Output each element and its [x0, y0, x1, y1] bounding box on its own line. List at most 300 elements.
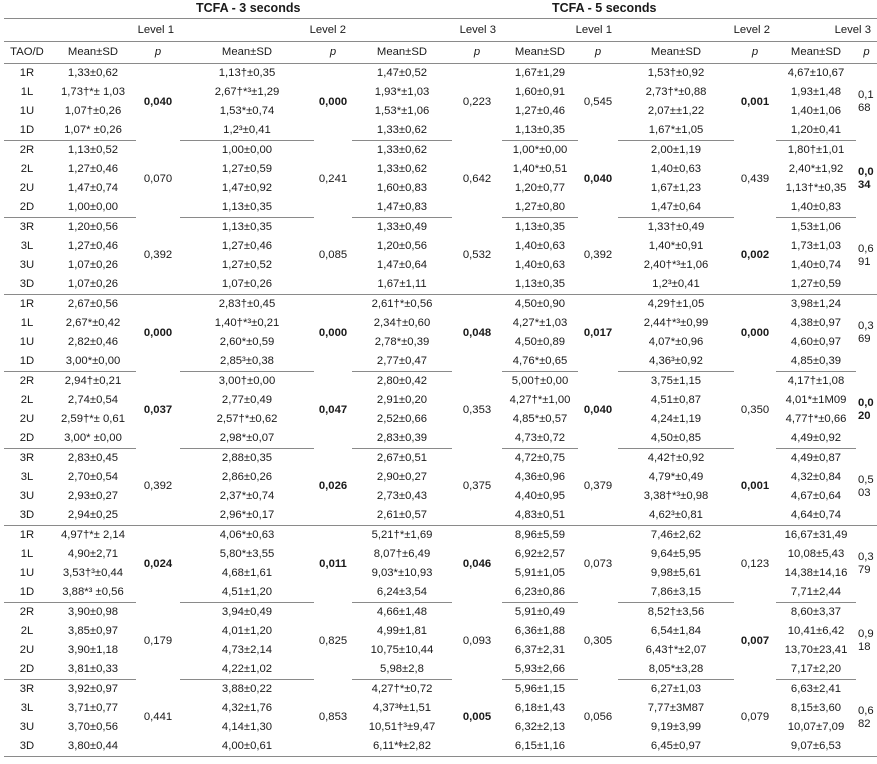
- mean-sd-cell: 4,66±1,48: [376, 606, 428, 618]
- mean-sd-cell: 2,94†±0,21: [64, 375, 122, 387]
- mean-sd-cell: 5,96±1,15: [514, 683, 566, 695]
- p-value-cell: 0,179: [143, 634, 173, 647]
- mean-sd-cell: 1,53†±0,92: [647, 67, 705, 79]
- mean-sd-cell: 3,00* ±0,00: [50, 429, 136, 449]
- mean-sd-cell: 4,73±2,14: [221, 644, 273, 656]
- mean-sd-cell: 1,53±1,06: [790, 221, 842, 233]
- tao-cell: 1L: [20, 317, 34, 329]
- mean-header: Mean±SD: [618, 42, 734, 64]
- mean-sd-cell: 4,24±1,19: [650, 413, 702, 425]
- mean-sd-cell: 1,40±0,63: [650, 163, 702, 175]
- tao-cell: 2D: [4, 198, 50, 218]
- p-value-cell: 0,000: [740, 326, 770, 339]
- p-header: p: [734, 42, 776, 64]
- tao-cell: 2L: [20, 394, 34, 406]
- table-row: [4, 64, 877, 84]
- mean-sd-cell: 13,70±23,41: [784, 644, 848, 656]
- mean-sd-cell: 2,70±0,54: [67, 471, 119, 483]
- mean-sd-cell: 2,57†*±0,62: [216, 413, 278, 425]
- mean-sd-cell: 3,81±0,33: [50, 660, 136, 680]
- mean-sd-cell: 6,23±0,86: [502, 583, 578, 603]
- mean-sd-cell: 4,37³ᶲ±1,51: [372, 702, 432, 714]
- mean-sd-cell: 4,50±0,90: [514, 298, 566, 310]
- level-header: Level 3: [352, 19, 502, 42]
- tao-cell: 2D: [4, 660, 50, 680]
- mean-sd-cell: 3,90±1,18: [67, 644, 119, 656]
- mean-sd-cell: 2,74±0,54: [67, 394, 119, 406]
- table-row: [4, 295, 877, 315]
- mean-sd-cell: 8,60±3,37: [790, 606, 842, 618]
- mean-sd-cell: 4,72±0,75: [514, 452, 566, 464]
- mean-sd-cell: 4,27†*±1,00: [509, 394, 571, 406]
- mean-sd-cell: 4,00±0,61: [180, 737, 314, 757]
- tao-cell: 3R: [19, 221, 35, 233]
- p-value-cell: 0,379: [858, 551, 874, 577]
- p-value-cell: 0,047: [318, 403, 348, 416]
- mean-header: Mean±SD: [180, 42, 314, 64]
- mean-sd-cell: 1,67±1,11: [352, 275, 452, 295]
- mean-sd-cell: 2,82±0,46: [67, 336, 119, 348]
- mean-sd-cell: 5,98±2,8: [352, 660, 452, 680]
- mean-sd-cell: 10,07±7,09: [787, 721, 845, 733]
- mean-sd-cell: 4,67±10,67: [787, 67, 845, 79]
- p-value-cell: 0,168: [858, 89, 874, 115]
- mean-sd-cell: 1,07±0,26: [50, 275, 136, 295]
- tao-cell: 1D: [4, 121, 50, 141]
- mean-sd-cell: 4,77†*±0,66: [785, 413, 847, 425]
- tao-cell: 3U: [19, 490, 35, 502]
- mean-sd-cell: 14,38±14,16: [784, 567, 848, 579]
- mean-sd-cell: 1,00±0,00: [50, 198, 136, 218]
- tao-cell: 3L: [20, 702, 34, 714]
- mean-sd-cell: 1,20±0,41: [776, 121, 856, 141]
- tao-cell: 3L: [20, 240, 34, 252]
- mean-sd-cell: 2,67†*³±1,29: [214, 86, 280, 98]
- mean-sd-cell: 1,13±0,35: [180, 198, 314, 218]
- level-header: Level 1: [50, 19, 180, 42]
- mean-sd-cell: 3,88*³ ±0,56: [50, 583, 136, 603]
- p-value-cell: 0,000: [318, 95, 348, 108]
- mean-sd-cell: 2,60*±0,59: [219, 336, 275, 348]
- p-value-cell: 0,439: [740, 172, 770, 185]
- mean-sd-cell: 6,45±0,97: [618, 737, 734, 757]
- p-value-cell: 0,532: [452, 218, 502, 295]
- tao-cell: 2R: [19, 375, 35, 387]
- p-value-cell: 0,241: [318, 172, 348, 185]
- mean-sd-cell: 4,22±1,02: [180, 660, 314, 680]
- mean-sd-cell: 1,73†*± 1,03: [61, 86, 125, 98]
- p-value-cell: 0,375: [452, 449, 502, 526]
- mean-sd-cell: 4,38±0,97: [790, 317, 842, 329]
- mean-sd-cell: 7,17±2,20: [776, 660, 856, 680]
- tao-cell: 3L: [20, 471, 34, 483]
- mean-sd-cell: 6,18±1,43: [514, 702, 566, 714]
- mean-sd-cell: 3,53†³±0,44: [62, 567, 124, 579]
- tao-cell: 3D: [4, 506, 50, 526]
- mean-sd-cell: 1,33±0,62: [376, 163, 428, 175]
- tao-cell: 2D: [4, 429, 50, 449]
- mean-sd-cell: 1,27±0,46: [514, 105, 566, 117]
- p-value-cell: 0,002: [734, 218, 776, 295]
- mean-sd-cell: 1,07±0,26: [67, 259, 119, 271]
- tao-cell: 3R: [19, 452, 35, 464]
- mean-sd-cell: 1,60±0,83: [376, 182, 428, 194]
- p-value-cell: 0,305: [583, 634, 613, 647]
- mean-sd-cell: 4,73±0,72: [502, 429, 578, 449]
- mean-sd-cell: 1,93*±1,03: [374, 86, 430, 98]
- p-value-cell: 0,918: [858, 628, 874, 653]
- mean-sd-cell: 1,40†*³±0,21: [214, 317, 280, 329]
- p-value-cell: 0,079: [734, 680, 776, 757]
- mean-sd-cell: 4,01±1,20: [221, 625, 273, 637]
- p-value-cell: 0,691: [856, 218, 877, 295]
- mean-sd-cell: 1,13±0,52: [67, 144, 119, 156]
- section-title-3s: TCFA - 3 seconds: [196, 1, 301, 15]
- mean-sd-cell: 1,33±0,62: [352, 121, 452, 141]
- p-value-cell: 0,545: [583, 95, 613, 108]
- mean-sd-cell: 4,27†*±0,72: [371, 683, 433, 695]
- mean-sd-cell: 7,46±2,62: [650, 529, 702, 541]
- mean-sd-cell: 7,86±3,15: [618, 583, 734, 603]
- p-value-cell: 0,048: [462, 326, 492, 339]
- mean-sd-cell: 6,43†*±2,07: [645, 644, 707, 656]
- mean-sd-cell: 1,80†±1,01: [787, 144, 845, 156]
- mean-sd-cell: 1,67±1,23: [650, 182, 702, 194]
- mean-sd-cell: 4,51±1,20: [180, 583, 314, 603]
- mean-header: Mean±SD: [352, 42, 452, 64]
- level-header: Level 2: [180, 19, 352, 42]
- mean-sd-cell: 2,77±0,47: [352, 352, 452, 372]
- mean-sd-cell: 1,67±1,29: [514, 67, 566, 79]
- p-value-cell: 0,392: [578, 218, 618, 295]
- mean-sd-cell: 3,00†±0,00: [218, 375, 276, 387]
- mean-sd-cell: 1,13†±0,35: [218, 67, 276, 79]
- mean-sd-cell: 2,07±±1,22: [647, 105, 705, 117]
- table-row: [4, 218, 877, 238]
- p-value-cell: 0,503: [856, 449, 877, 526]
- mean-sd-cell: 2,83±0,45: [67, 452, 119, 464]
- p-header: p: [578, 42, 618, 64]
- p-header: p: [452, 42, 502, 64]
- mean-sd-cell: 1,53*±0,74: [219, 105, 275, 117]
- p-value-cell: 0,350: [740, 403, 770, 416]
- p-value-cell: 0,441: [136, 680, 180, 757]
- mean-sd-cell: 1,2³±0,41: [618, 275, 734, 295]
- mean-sd-cell: 9,64±5,95: [650, 548, 702, 560]
- p-value-cell: 0,642: [462, 172, 492, 185]
- mean-sd-cell: 2,67*±0,42: [65, 317, 121, 329]
- mean-sd-cell: 5,21†*±1,69: [371, 529, 433, 541]
- mean-sd-cell: 1,27±0,46: [67, 163, 119, 175]
- level-header: Level 3: [776, 19, 877, 42]
- table-row: [4, 603, 877, 623]
- mean-sd-cell: 6,24±3,54: [352, 583, 452, 603]
- p-value-cell: 0,040: [583, 403, 613, 416]
- mean-sd-cell: 1,40±0,83: [776, 198, 856, 218]
- mean-sd-cell: 8,05*±3,28: [618, 660, 734, 680]
- mean-sd-cell: 9,19±3,99: [650, 721, 702, 733]
- p-value-cell: 0,369: [858, 320, 874, 346]
- mean-sd-cell: 4,17†±1,08: [787, 375, 845, 387]
- mean-sd-cell: 5,80*±3,55: [219, 548, 275, 560]
- mean-sd-cell: 2,86±0,26: [221, 471, 273, 483]
- mean-sd-cell: 1,27±0,46: [67, 240, 119, 252]
- mean-sd-cell: 3,94±0,49: [221, 606, 273, 618]
- mean-sd-cell: 1,07±0,26: [180, 275, 314, 295]
- mean-sd-cell: 1,40*±0,51: [512, 163, 568, 175]
- mean-sd-cell: 1,47±0,92: [221, 182, 273, 194]
- section-title-5s: TCFA - 5 seconds: [552, 1, 657, 15]
- mean-sd-cell: 1,47±0,83: [352, 198, 452, 218]
- mean-sd-cell: 4,06*±0,63: [219, 529, 275, 541]
- mean-sd-cell: 1,00*±0,00: [512, 144, 568, 156]
- mean-sd-cell: 1,13†*±0,35: [785, 182, 847, 194]
- mean-sd-cell: 4,51±0,87: [650, 394, 702, 406]
- mean-sd-cell: 10,41±6,42: [787, 625, 845, 637]
- mean-sd-cell: 2,83†±0,45: [218, 298, 276, 310]
- tao-cell: 3D: [4, 737, 50, 757]
- mean-sd-cell: 6,15±1,16: [502, 737, 578, 757]
- mean-sd-cell: 1,27±0,46: [221, 240, 273, 252]
- tao-cell: 1R: [19, 298, 35, 310]
- p-value-cell: 0,017: [583, 326, 613, 339]
- tao-cell: 1U: [19, 567, 35, 579]
- mean-sd-cell: 6,11*ᶲ±2,82: [352, 737, 452, 757]
- mean-sd-cell: 4,36±0,96: [514, 471, 566, 483]
- mean-sd-cell: 2,80±0,42: [376, 375, 428, 387]
- tao-cell: 3U: [19, 259, 35, 271]
- mean-sd-cell: 2,61†*±0,56: [371, 298, 433, 310]
- p-value-cell: 0,825: [318, 634, 348, 647]
- mean-sd-cell: 1,60±0,91: [514, 86, 566, 98]
- mean-sd-cell: 3,00*±0,00: [50, 352, 136, 372]
- mean-sd-cell: 4,36³±0,92: [618, 352, 734, 372]
- table-body: [4, 64, 877, 757]
- level-header: Level 1: [502, 19, 618, 42]
- tao-cell: 3R: [19, 683, 35, 695]
- mean-sd-cell: 6,32±2,13: [514, 721, 566, 733]
- tao-cell: 2U: [19, 644, 35, 656]
- mean-sd-cell: 9,98±5,61: [650, 567, 702, 579]
- p-value-cell: 0,020: [858, 397, 874, 422]
- p-value-cell: 0,000: [318, 326, 348, 339]
- mean-sd-cell: 6,37±2,31: [514, 644, 566, 656]
- mean-sd-cell: 1,47±0,64: [376, 259, 428, 271]
- mean-sd-cell: 2,34†±0,60: [373, 317, 431, 329]
- mean-sd-cell: 2,98*±0,07: [180, 429, 314, 449]
- mean-sd-cell: 1,40±0,63: [514, 240, 566, 252]
- mean-sd-cell: 1,13±0,35: [502, 121, 578, 141]
- mean-sd-cell: 4,68±1,61: [221, 567, 273, 579]
- mean-sd-cell: 6,54±1,84: [650, 625, 702, 637]
- mean-sd-cell: 1,67*±1,05: [618, 121, 734, 141]
- mean-sd-cell: 4,49±0,92: [776, 429, 856, 449]
- mean-sd-cell: 1,33†±0,49: [647, 221, 705, 233]
- tao-cell: 3U: [19, 721, 35, 733]
- mean-sd-cell: 2,94±0,25: [50, 506, 136, 526]
- p-value-cell: 0,040: [143, 95, 173, 108]
- mean-sd-cell: 4,32±1,76: [221, 702, 273, 714]
- p-value-cell: 0,011: [319, 557, 347, 570]
- p-value-cell: 0,223: [462, 95, 492, 108]
- p-value-cell: 0,037: [143, 403, 173, 416]
- mean-sd-cell: 1,93±1,48: [790, 86, 842, 98]
- tao-cell: 2R: [19, 144, 35, 156]
- mean-sd-cell: 4,99±1,81: [376, 625, 428, 637]
- mean-sd-cell: 10,08±5,43: [787, 548, 845, 560]
- mean-sd-cell: 4,64±0,74: [776, 506, 856, 526]
- mean-sd-cell: 2,67±0,56: [67, 298, 119, 310]
- mean-sd-cell: 8,15±3,60: [790, 702, 842, 714]
- mean-sd-cell: 9,03*±10,93: [371, 567, 433, 579]
- mean-sd-cell: 2,40*±1,92: [788, 163, 844, 175]
- mean-sd-cell: 2,67±0,51: [376, 452, 428, 464]
- mean-sd-cell: 4,62³±0,81: [618, 506, 734, 526]
- tao-cell: 1U: [19, 336, 35, 348]
- mean-sd-cell: 1,47±0,74: [67, 182, 119, 194]
- mean-sd-cell: 4,50±0,85: [618, 429, 734, 449]
- mean-sd-cell: 3,75±1,15: [650, 375, 702, 387]
- p-header: p: [314, 42, 352, 64]
- tao-cell: 1R: [19, 67, 35, 79]
- mean-sd-cell: 1,2³±0,41: [180, 121, 314, 141]
- mean-sd-cell: 1,20±0,56: [67, 221, 119, 233]
- mean-sd-cell: 3,70±0,56: [67, 721, 119, 733]
- mean-sd-cell: 7,77±3M87: [647, 702, 705, 714]
- tao-cell: 2L: [20, 625, 34, 637]
- mean-sd-cell: 1,40±0,63: [514, 259, 566, 271]
- mean-sd-cell: 2,90±0,27: [376, 471, 428, 483]
- mean-sd-cell: 2,52±0,66: [376, 413, 428, 425]
- p-value-cell: 0,073: [583, 557, 613, 570]
- mean-sd-cell: 4,01*±1M09: [785, 394, 847, 406]
- mean-sd-cell: 2,83±0,39: [352, 429, 452, 449]
- mean-sd-cell: 2,78*±0,39: [374, 336, 430, 348]
- mean-sd-cell: 5,00†±0,00: [511, 375, 569, 387]
- mean-sd-cell: 8,96±5,59: [514, 529, 566, 541]
- mean-sd-cell: 4,97†*± 2,14: [61, 529, 125, 541]
- mean-sd-cell: 4,76*±0,65: [502, 352, 578, 372]
- mean-sd-cell: 3,98±1,24: [790, 298, 842, 310]
- mean-sd-cell: 1,27±0,59: [221, 163, 273, 175]
- mean-sd-cell: 2,88±0,35: [221, 452, 273, 464]
- mean-sd-cell: 4,32±0,84: [790, 471, 842, 483]
- tao-header: TAO/D: [4, 42, 50, 64]
- tao-cell: 2R: [19, 606, 35, 618]
- p-value-cell: 0,040: [583, 172, 613, 185]
- tao-cell: 1D: [4, 583, 50, 603]
- mean-sd-cell: 10,51†³±9,47: [368, 721, 436, 733]
- mean-sd-cell: 3,92±0,97: [67, 683, 119, 695]
- p-header: p: [856, 42, 877, 64]
- p-value-cell: 0,392: [136, 449, 180, 526]
- mean-sd-cell: 1,07* ±0,26: [50, 121, 136, 141]
- p-value-cell: 0,000: [143, 326, 173, 339]
- mean-sd-cell: 4,60±0,97: [790, 336, 842, 348]
- p-value-cell: 0,001: [734, 449, 776, 526]
- mean-sd-cell: 1,27±0,80: [502, 198, 578, 218]
- mean-sd-cell: 2,73±0,43: [376, 490, 428, 502]
- mean-sd-cell: 1,13±0,35: [221, 221, 273, 233]
- p-value-cell: 0,007: [740, 634, 770, 647]
- mean-sd-cell: 1,33±0,62: [67, 67, 119, 79]
- mean-sd-cell: 4,67±0,64: [790, 490, 842, 502]
- mean-sd-cell: 1,00±0,00: [221, 144, 273, 156]
- mean-sd-cell: 10,75±10,44: [370, 644, 434, 656]
- mean-sd-cell: 16,67±31,49: [784, 529, 848, 541]
- mean-sd-cell: 1,13±0,35: [514, 221, 566, 233]
- mean-sd-cell: 3,38†*³±0,98: [643, 490, 709, 502]
- mean-sd-cell: 1,73±1,03: [790, 240, 842, 252]
- mean-sd-cell: 1,47±0,52: [376, 67, 428, 79]
- mean-sd-cell: 3,88±0,22: [221, 683, 273, 695]
- mean-sd-cell: 1,33±0,49: [376, 221, 428, 233]
- mean-sd-cell: 4,14±1,30: [221, 721, 273, 733]
- mean-sd-cell: 4,50±0,89: [514, 336, 566, 348]
- mean-sd-cell: 2,59†*± 0,61: [61, 413, 125, 425]
- mean-sd-cell: 4,07*±0,96: [648, 336, 704, 348]
- mean-sd-cell: 1,40±1,06: [790, 105, 842, 117]
- mean-sd-cell: 1,20±0,56: [376, 240, 428, 252]
- mean-sd-cell: 4,90±2,71: [67, 548, 119, 560]
- level-header: Level 2: [618, 19, 776, 42]
- mean-sd-cell: 8,07†±6,49: [373, 548, 431, 560]
- p-value-cell: 0,026: [314, 449, 352, 526]
- p-value-cell: 0,853: [314, 680, 352, 757]
- mean-sd-cell: 6,92±2,57: [514, 548, 566, 560]
- mean-sd-cell: 6,27±1,03: [650, 683, 702, 695]
- mean-sd-cell: 6,63±2,41: [790, 683, 842, 695]
- mean-header: Mean±SD: [50, 42, 136, 64]
- mean-sd-cell: 2,37*±0,74: [219, 490, 275, 502]
- mean-sd-cell: 2,73†*±0,88: [645, 86, 707, 98]
- table-row: [4, 141, 877, 161]
- mean-header: Mean±SD: [502, 42, 578, 64]
- mean-sd-cell: 6,36±1,88: [514, 625, 566, 637]
- mean-sd-cell: 4,49±0,87: [790, 452, 842, 464]
- tao-cell: 2L: [20, 163, 34, 175]
- mean-sd-cell: 1,53*±1,06: [374, 105, 430, 117]
- p-value-cell: 0,005: [452, 680, 502, 757]
- mean-sd-cell: 4,85*±0,57: [512, 413, 568, 425]
- mean-sd-cell: 2,40†*³±1,06: [643, 259, 709, 271]
- mean-sd-cell: 1,40*±0,91: [648, 240, 704, 252]
- mean-sd-cell: 1,40±0,74: [790, 259, 842, 271]
- mean-sd-cell: 2,93±0,27: [67, 490, 119, 502]
- p-value-cell: 0,034: [858, 166, 874, 191]
- mean-sd-cell: 2,44†*³±0,99: [643, 317, 709, 329]
- mean-sd-cell: 5,91±1,05: [514, 567, 566, 579]
- mean-sd-cell: 2,77±0,49: [221, 394, 273, 406]
- tao-cell: 1L: [20, 86, 34, 98]
- mean-sd-cell: 9,07±6,53: [776, 737, 856, 757]
- mean-sd-cell: 4,42†±0,92: [647, 452, 705, 464]
- tao-cell: 1R: [19, 529, 35, 541]
- p-value-cell: 0,085: [314, 218, 352, 295]
- p-value-cell: 0,353: [462, 403, 492, 416]
- results-table: [4, 18, 877, 757]
- mean-sd-cell: 5,91±0,49: [514, 606, 566, 618]
- tao-cell: 1U: [19, 105, 35, 117]
- mean-sd-cell: 3,71±0,77: [67, 702, 119, 714]
- mean-sd-cell: 2,00±1,19: [650, 144, 702, 156]
- mean-sd-cell: 2,91±0,20: [376, 394, 428, 406]
- p-value-cell: 0,682: [856, 680, 877, 757]
- mean-sd-cell: 8,52†±3,56: [647, 606, 705, 618]
- tao-cell: 1L: [20, 548, 34, 560]
- mean-sd-cell: 4,83±0,51: [502, 506, 578, 526]
- p-value-cell: 0,070: [143, 172, 173, 185]
